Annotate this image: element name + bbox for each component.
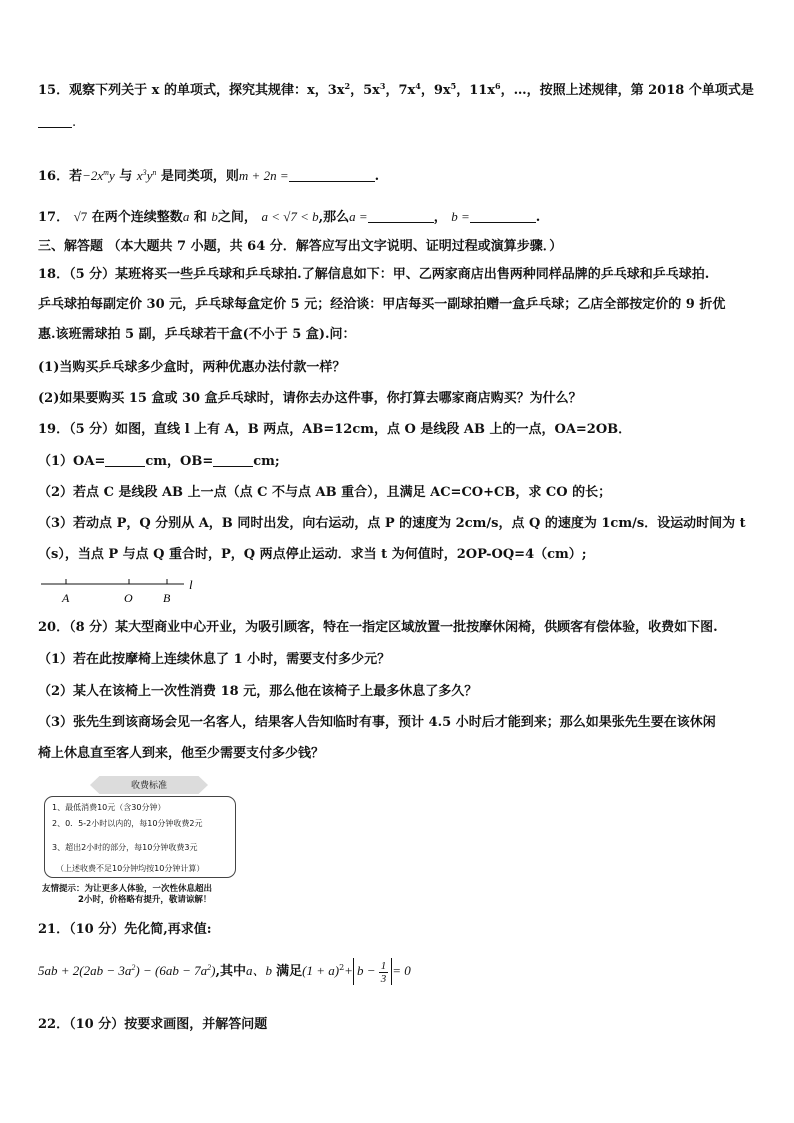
label-o: O [124,591,133,605]
question-20-sub: （1）若在此按摩椅上连续休息了 1 小时，需要支付多少元？ [38,652,391,667]
question-20-sub: （3）张先生到该商场会见一名客人，结果客人告知临时有事，预计 4.5 小时后才能到来；那么如果张先生要在该休闲 [38,715,716,730]
fraction: $\frac{1}{3}$ [380,959,387,985]
question-15-answer: . [38,114,758,132]
question-19-sub: （s），当点 P 与点 Q 重合时，P，Q 两点停止运动．求当 t 为何值时，2OP-OQ=4（cm）; [38,547,587,562]
fee-tip: 2小时，价格略有提升，敬请谅解！ [78,895,212,905]
answer-blank[interactable] [105,453,145,467]
question-15: 15．观察下列关于 x 的单项式，探究其规律：x，$3x^2$，$5x^3$，$7x^4$，$9x^5$，$11x^6$，…，按照上述规律，第 2018 个单项式是 [38,81,754,98]
question-19-sub: （1）OA= cm，OB= cm; [38,454,280,469]
fee-rule: 1、最低消费10元（含30分钟） [52,803,166,812]
question-18-sub: (2)如果要购买 15 盒或 30 盒乒乓球时，请你去办这件事，你打算去哪家商店购买？为什么？ [38,391,582,406]
question-22-line: 22．（10 分）按要求画图，并解答问题 [38,1017,268,1032]
fee-title: 收费标准 [130,781,167,791]
answer-blank[interactable] [213,453,253,467]
absolute-value: b − $\frac{1}{3}$ [353,958,392,985]
question-17: 17． √7 在两个连续整数a 和 b之间， a < √7 < b,那么a = ， b = . [38,209,541,225]
label-l: l [189,577,193,592]
label-b: B [163,591,171,605]
answer-blank[interactable] [470,209,536,223]
question-21-expression: $5ab + 2(2ab - 3a^2) - (6ab - 7a^2)$,其中a、b 满足$(1 + a)^2+ b$ − $\frac{1}{3}$ = 0 [38,959,411,985]
fee-tip: 友情提示：为让更多人体验，一次性休息超出 [42,884,213,894]
question-18-line: 惠.该班需球拍 5 副，乒乓球若干盒(不小于 5 盒).问： [38,327,356,342]
answer-blank[interactable] [38,114,72,128]
question-16: 16．若$-2x^my$ 与 $x^3y^n$ 是同类项，则m + 2n = . [38,168,380,184]
question-19-line: 19．（5 分）如图，直线 l 上有 A，B 两点，AB=12cm，点 O 是线段 AB 上的一点，OA=2OB． [38,422,632,437]
question-20-line: 20．（8 分）某大型商业中心开业，为吸引顾客，特在一指定区域放置一批按摩休闲椅，供顾客有偿体验，收费如下图. [38,620,718,635]
fee-rule: 2、0．5-2小时以内的，每10分钟收费2元 [52,819,203,828]
section-heading: 三、解答题 （本大题共 7 小题，共 64 分．解答应写出文字说明、证明过程或演算步骤．） [38,239,563,254]
question-18-sub: (1)当购买乒乓球多少盒时，两种优惠办法付款一样？ [38,360,346,375]
fee-standard-image [42,776,240,906]
fee-rule: 3、超出2小时的部分，每10分钟收费3元 [52,843,198,852]
question-20-sub: （2）某人在该椅上一次性消费 18 元，那么他在该椅子上最多休息了多久？ [38,684,478,699]
question-20-sub: 椅上休息直至客人到来，他至少需要支付多少钱？ [38,746,325,761]
question-21-line: 21．（10 分）先化简,再求值: [38,922,212,937]
answer-blank[interactable] [289,168,375,182]
answer-blank[interactable] [368,209,434,223]
question-18-line: 乒乓球拍每副定价 30 元，乒乓球每盒定价 5 元；经洽谈：甲店每买一副球拍赠一盒乒乓球；乙店全部按定价的 9 折优 [38,297,726,312]
question-18-line: 18．（5 分）某班将买一些乒乓球和乒乓球拍.了解信息如下：甲、乙两家商店出售两种同样品牌的乒乓球和乒乓球拍. [38,267,710,282]
label-a: A [62,591,70,605]
number-line-diagram [38,572,208,606]
question-19-sub: （3）若动点 P，Q 分别从 A，B 同时出发，向右运动，点 P 的速度为 2cm/s，点 Q 的速度为 1cm/s．设运动时间为 t [38,516,746,531]
question-19-sub: （2）若点 C 是线段 AB 上一点（点 C 不与点 AB 重合），且满足 AC=CO+CB，求 CO 的长； [38,485,612,500]
fee-rule: （上述收费不足10分钟均按10分钟计算） [56,864,205,873]
